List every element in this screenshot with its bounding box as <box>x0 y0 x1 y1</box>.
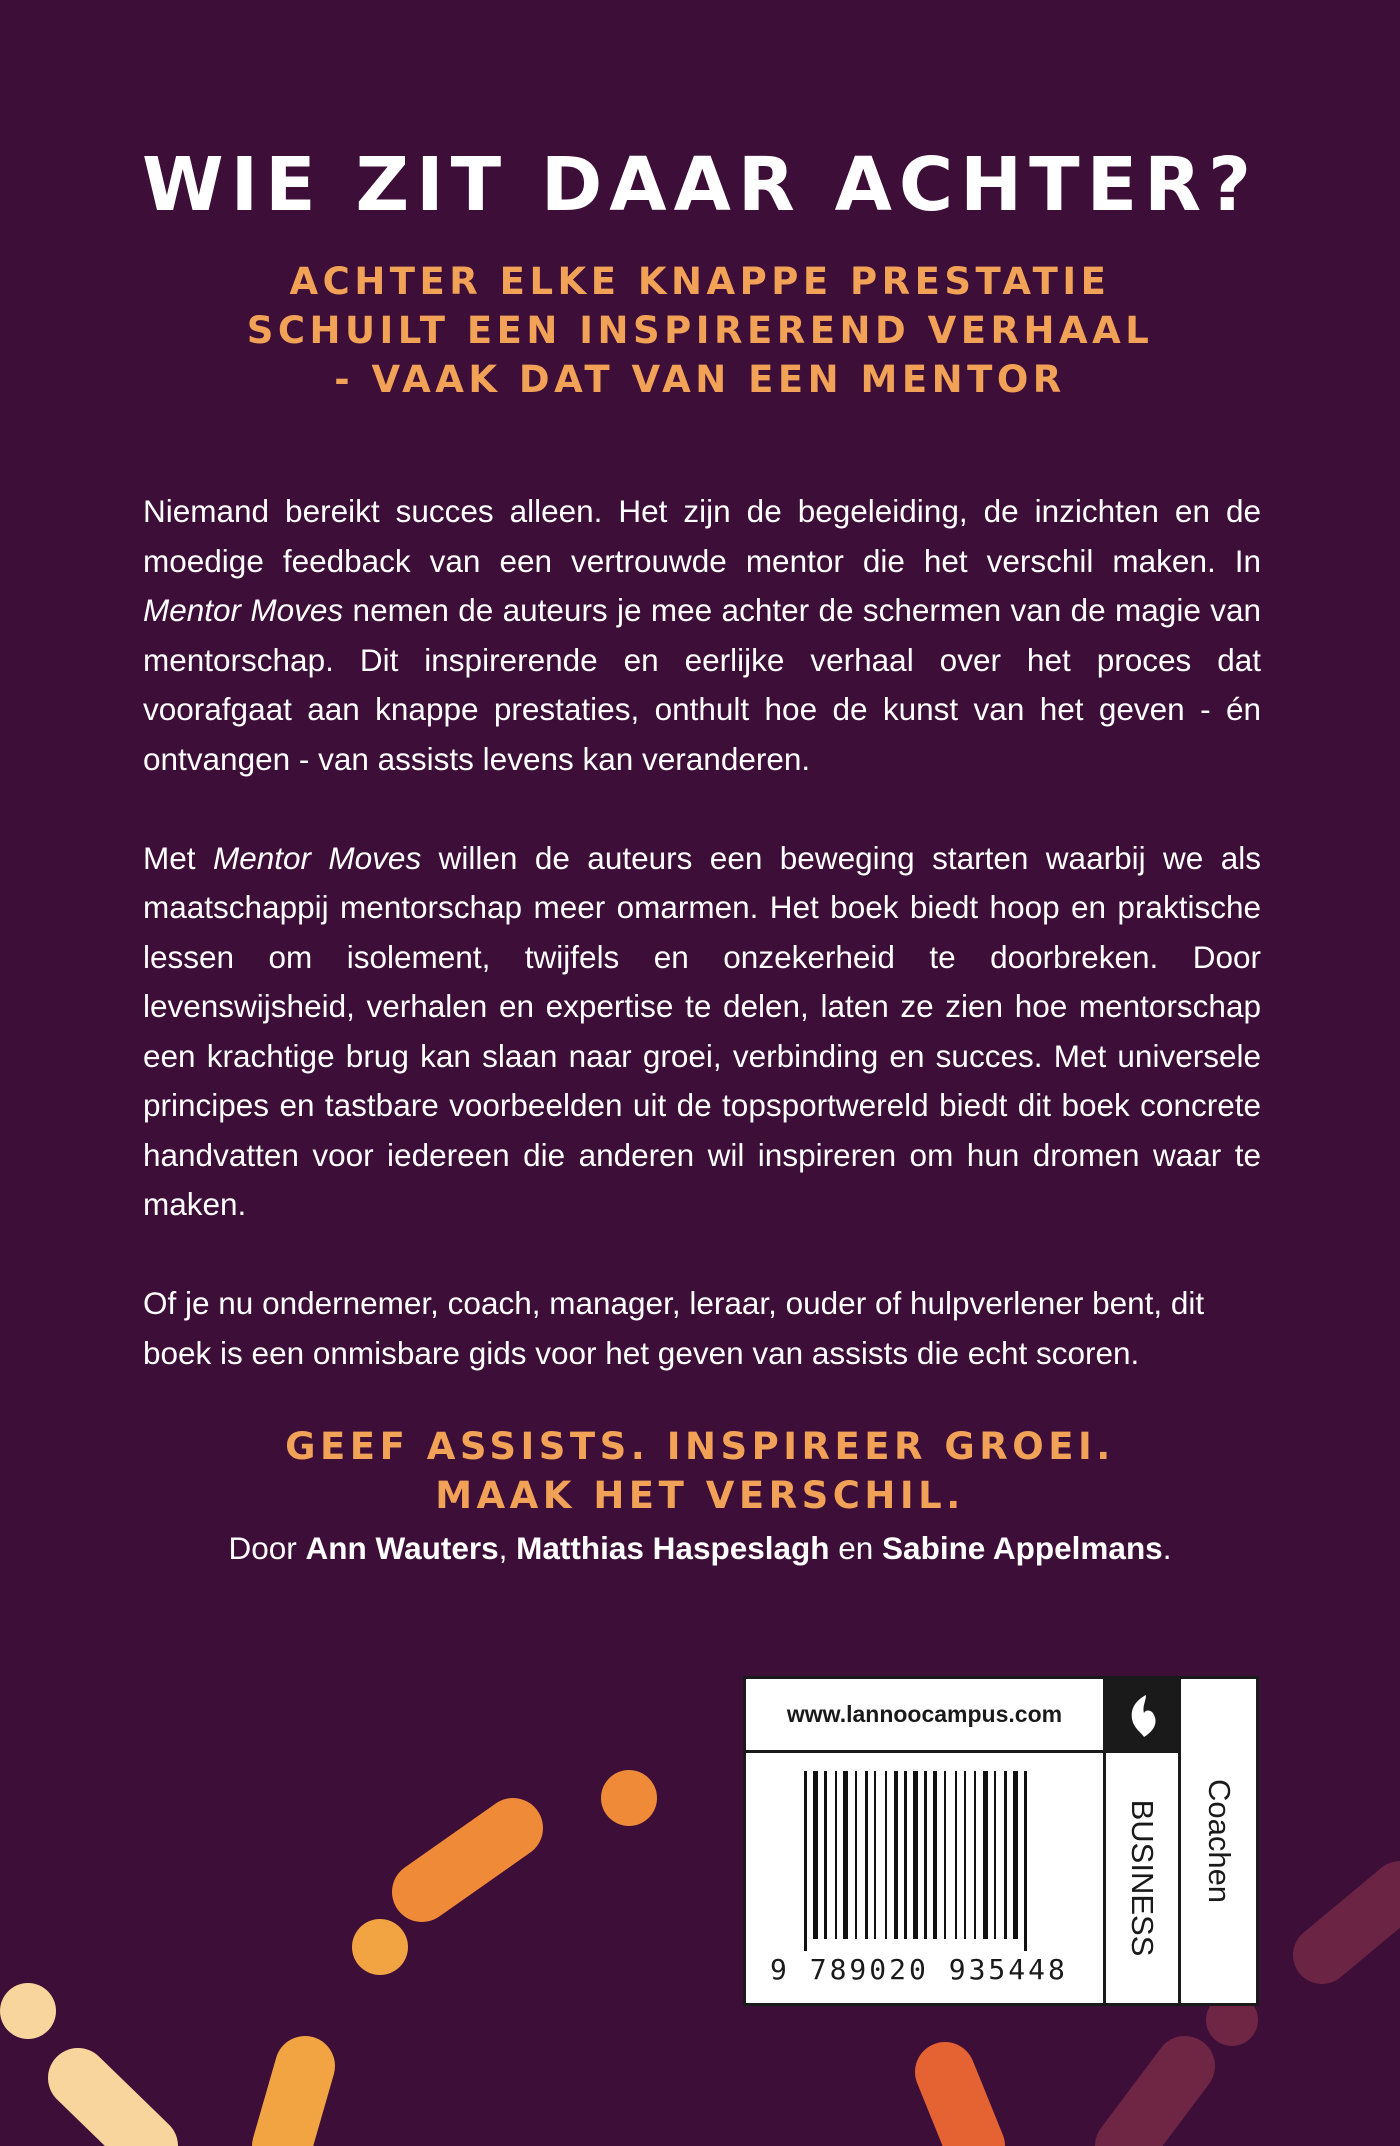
subcategory-text: Coachen <box>1201 1778 1237 1904</box>
tagline-line: GEEF ASSISTS. INSPIREER GROEI. <box>285 1425 1115 1468</box>
blurb-paragraph-2: Met Mentor Moves willen de auteurs een beweging starten waarbij we als maatschappij mentorschap meer omarmen. Het boek biedt hoop en praktische lessen om isolement, twijfels en onzekerheid te doorbreken. Door levenswijsheid, verhalen en expertise te delen, laten ze zien hoe mentorschap een krachtige brug kan slaan naar groei, verbinding en succes. Met universele principes en tastbare voorbeelden uit de topsportwereld biedt dit boek concrete handvatten voor iedereen die anderen wil inspireren om hun dromen waar te maken. <box>143 839 1261 1222</box>
book-title-italic: Mentor Moves <box>212 839 422 876</box>
author-name: Matthias Haspeslagh <box>516 1530 830 1566</box>
barcode-bar <box>855 1771 857 1939</box>
deco-stroke <box>422 1828 513 1892</box>
book-title-italic: Mentor Moves <box>143 592 344 628</box>
barcode-bar <box>1013 1771 1018 1939</box>
isbn-number: 9 789020 935448 <box>770 1953 1068 1986</box>
barcode-bar <box>955 1771 957 1939</box>
barcode-bar <box>865 1771 868 1939</box>
deco-dot <box>601 1770 657 1826</box>
barcode-bar <box>874 1771 876 1939</box>
deco-dot <box>0 1983 56 2039</box>
page-title: WIE ZIT DAAR ACHTER? <box>141 142 1259 228</box>
barcode-bar <box>944 1771 946 1939</box>
deco-stroke <box>945 2072 975 2146</box>
barcode-bar <box>964 1771 966 1939</box>
author-name: Ann Wauters <box>305 1530 499 1566</box>
barcode-bar <box>835 1771 837 1939</box>
deco-stroke <box>282 2066 305 2146</box>
deco-dot <box>352 1919 408 1975</box>
barcode-bar <box>924 1771 927 1939</box>
deco-stroke <box>1125 2066 1185 2146</box>
publisher-url: www.lannoocampus.com <box>746 1679 1106 1753</box>
blurb <box>143 487 1261 1428</box>
barcode-bar <box>804 1771 807 1951</box>
barcode-bar <box>933 1771 937 1939</box>
subcategory-label <box>1181 1679 1256 2003</box>
barcode-bar <box>983 1771 988 1939</box>
barcode-bar <box>994 1771 996 1939</box>
subtitle-line: - VAAK DAT VAN EEN MENTOR <box>334 358 1066 401</box>
tagline-line: MAAK HET VERSCHIL. <box>435 1474 965 1517</box>
barcode-bar <box>1024 1771 1027 1951</box>
barcode-bar <box>974 1771 976 1939</box>
barcode-bar <box>1004 1771 1007 1939</box>
barcode <box>746 1753 1106 2003</box>
barcode-bar <box>885 1771 887 1939</box>
blurb-paragraph-1: Niemand bereikt succes alleen. Het zijn de begeleiding, de inzichten en de moedige feedback van een vertrouwde mentor die het verschil maken. In Mentor Moves nemen de auteurs je mee achter de schermen van de magie van mentorschap. Dit inspirerende en eerlijke verhaal over het proces dat voorafgaat aan knappe prestaties, onthult hoe de kunst van het geven - én ontvangen - van assists levens kan veranderen. <box>143 493 1261 777</box>
category-text: BUSINESS <box>1125 1799 1160 1957</box>
barcode-bar <box>904 1771 907 1939</box>
barcode-bar <box>843 1771 848 1939</box>
blurb-paragraph-3: Of je nu ondernemer, coach, manager, leraar, ouder of hulpverlener bent, dit boek is een onmisbare gids voor het geven van assists die echt scoren. <box>143 1285 1205 1371</box>
barcode-box <box>743 1676 1259 2006</box>
publisher-logo-icon <box>1106 1679 1181 1753</box>
category-label <box>1106 1753 1181 2003</box>
subtitle-line: SCHUILT EEN INSPIREREND VERHAAL <box>246 309 1154 352</box>
barcode-bar <box>913 1771 918 1939</box>
subtitle-line: ACHTER ELKE KNAPPE PRESTATIE <box>289 260 1111 303</box>
deco-stroke <box>1322 1890 1400 1955</box>
barcode-bar <box>824 1771 827 1939</box>
barcode-bar <box>894 1771 898 1939</box>
subtitle <box>0 257 1400 404</box>
tagline <box>0 1422 1400 1520</box>
barcode-bar <box>813 1771 818 1939</box>
deco-stroke <box>78 2078 148 2146</box>
author-name: Sabine Appelmans <box>882 1530 1163 1566</box>
authors-line: Door Ann Wauters, Matthias Haspeslagh en Sabine Appelmans. <box>228 1530 1172 1566</box>
